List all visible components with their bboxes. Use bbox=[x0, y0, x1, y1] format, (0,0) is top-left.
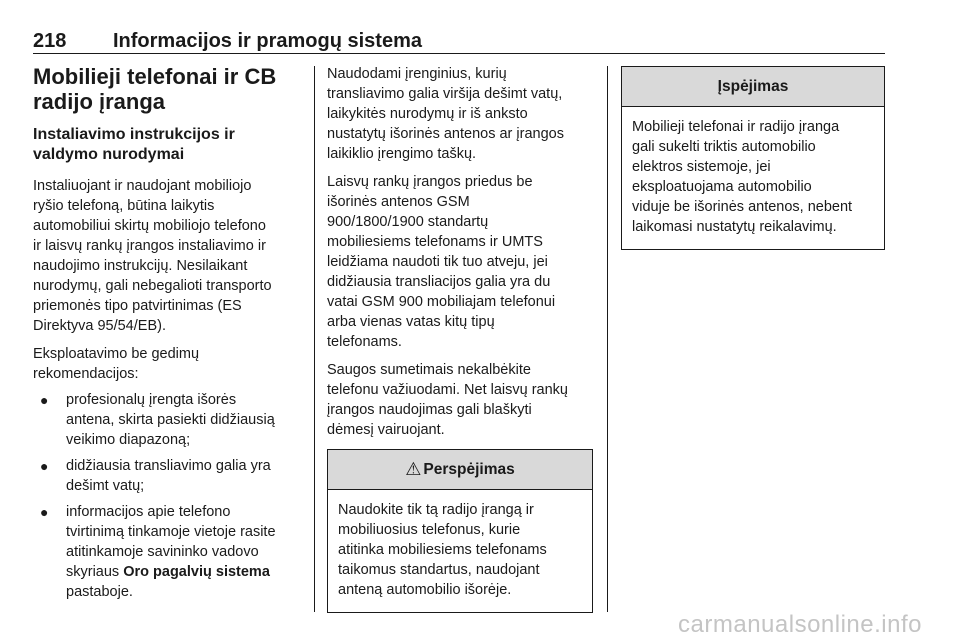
caution-box-title: Perspėjimas bbox=[423, 460, 515, 478]
text-line: elektros sistemoje, jei bbox=[632, 159, 771, 175]
caution-box bbox=[327, 449, 593, 613]
subsection-heading-line: valdymo nurodymai bbox=[33, 146, 185, 163]
notice-box-body bbox=[622, 107, 884, 249]
notice-box-header bbox=[622, 67, 884, 107]
safety-paragraph bbox=[327, 360, 593, 440]
text-line: laikiklio įrengimo taškų. bbox=[327, 146, 477, 162]
warning-triangle-icon: ⚠ bbox=[405, 459, 422, 479]
text-line: taikomus standartus, naudojant bbox=[338, 562, 540, 578]
text-line: automobiliui skirtų mobiliojo telefono bbox=[33, 218, 266, 234]
text-fragment: skyriaus bbox=[66, 564, 124, 580]
text-line bbox=[66, 562, 301, 582]
notice-box bbox=[621, 66, 885, 250]
handsfree-paragraph bbox=[327, 172, 593, 352]
subsection-heading-line: Instaliavimo instrukcijos ir bbox=[33, 126, 235, 143]
text-line: laikomasi nustatytų reikalavimų. bbox=[632, 219, 837, 235]
text-line: didžiausia transliavimo galia yra bbox=[66, 458, 271, 474]
text-line: arba vienas vatas kitų tipų bbox=[327, 314, 495, 330]
page-number: 218 bbox=[33, 30, 67, 52]
text-line: anteną automobilio išorėje. bbox=[338, 582, 512, 598]
text-line: Direktyva 95/54/EB). bbox=[33, 318, 166, 334]
text-line: atitinka mobiliesiems telefonams bbox=[338, 542, 547, 558]
text-line: viduje be išorinės antenos, nebent bbox=[632, 199, 853, 215]
column-2 bbox=[327, 64, 593, 613]
text-line: ir laisvų rankų įrangos instaliavimo ir bbox=[33, 238, 266, 254]
text-line: dėmesį vairuojant. bbox=[327, 422, 445, 438]
power-paragraph bbox=[327, 64, 593, 164]
text-line: didžiausia transliacijos galia yra du bbox=[327, 274, 551, 290]
column-3 bbox=[621, 66, 885, 250]
text-line: pastaboje. bbox=[66, 584, 133, 600]
text-line: 900/1800/1900 standartų bbox=[327, 214, 489, 230]
recommendations-intro bbox=[33, 344, 301, 384]
header-rule bbox=[33, 53, 885, 54]
text-line: telefonu važiuodami. Net laisvų rankų bbox=[327, 382, 568, 398]
text-line: Naudokite tik tą radijo įrangą ir bbox=[338, 502, 534, 518]
text-line: mobiliesiems telefonams ir UMTS bbox=[327, 234, 543, 250]
text-line: mobiliuosius telefonus, kurie bbox=[338, 522, 521, 538]
text-line: gali sukelti triktis automobilio bbox=[632, 139, 816, 155]
text-line: profesionalų įrengta išorės bbox=[66, 392, 237, 408]
column-1 bbox=[33, 64, 301, 608]
text-line: naudojimo instrukcijų. Nesilaikant bbox=[33, 258, 248, 274]
text-line: priemonės tipo patvirtinimas (ES bbox=[33, 298, 242, 314]
text-line: laikykitės nurodymų ir iš anksto bbox=[327, 106, 528, 122]
list-item bbox=[33, 502, 301, 602]
caution-box-header bbox=[328, 450, 592, 490]
caution-box-body bbox=[328, 490, 592, 612]
text-line: telefonams. bbox=[327, 334, 402, 350]
text-line: Eksploatavimo be gedimų bbox=[33, 346, 200, 362]
column-divider-2 bbox=[607, 66, 608, 612]
watermark: carmanualsonline.info bbox=[678, 611, 922, 638]
list-item bbox=[33, 390, 301, 450]
text-line: eksploatuojama automobilio bbox=[632, 179, 812, 195]
text-line: Mobilieji telefonai ir radijo įranga bbox=[632, 119, 840, 135]
bullet-icon: ● bbox=[40, 458, 49, 474]
text-line: leidžiama naudoti tik tuo atveju, jei bbox=[327, 254, 548, 270]
column-divider-1 bbox=[314, 66, 315, 612]
text-line: išorinės antenos GSM bbox=[327, 194, 470, 210]
text-line: transliavimo galia viršija dešimt vatų, bbox=[327, 86, 563, 102]
text-line: informacijos apie telefono bbox=[66, 504, 231, 520]
section-heading-line: radijo įranga bbox=[33, 89, 166, 114]
text-line: vatai GSM 900 mobiliajam telefonui bbox=[327, 294, 556, 310]
text-line: įrangos naudojimas gali blaškyti bbox=[327, 402, 532, 418]
text-line: antena, skirta pasiekti didžiausią bbox=[66, 412, 275, 428]
text-line: veikimo diapazoną; bbox=[66, 432, 191, 448]
cross-reference: Oro pagalvių sistema bbox=[123, 564, 270, 580]
installation-paragraph bbox=[33, 176, 301, 336]
text-line: Saugos sumetimais nekalbėkite bbox=[327, 362, 531, 378]
text-line: ryšio telefoną, būtina laikytis bbox=[33, 198, 215, 214]
text-line: Naudodami įrenginius, kurių bbox=[327, 66, 507, 82]
section-heading bbox=[33, 64, 301, 114]
bullet-icon: ● bbox=[40, 504, 49, 520]
text-line: rekomendacijos: bbox=[33, 366, 139, 382]
running-title: Informacijos ir pramogų sistema bbox=[113, 30, 422, 52]
text-line: nurodymų, gali nebegalioti transporto bbox=[33, 278, 272, 294]
text-line: nustatytų išorinės antenos ar įrangos bbox=[327, 126, 564, 142]
subsection-heading bbox=[33, 125, 301, 165]
section-heading-line: Mobilieji telefonai ir CB bbox=[33, 64, 277, 89]
text-line: tvirtinimą tinkamoje vietoje rasite bbox=[66, 524, 276, 540]
text-line: Instaliuojant ir naudojant mobiliojo bbox=[33, 178, 252, 194]
recommendations-list bbox=[33, 390, 301, 602]
text-line: dešimt vatų; bbox=[66, 478, 145, 494]
list-item bbox=[33, 456, 301, 496]
notice-box-title: Įspėjimas bbox=[717, 77, 789, 95]
bullet-icon: ● bbox=[40, 392, 49, 408]
text-line: atitinkamoje savininko vadovo bbox=[66, 544, 259, 560]
text-line: Laisvų rankų įrangos priedus be bbox=[327, 174, 533, 190]
page-header bbox=[33, 30, 885, 52]
